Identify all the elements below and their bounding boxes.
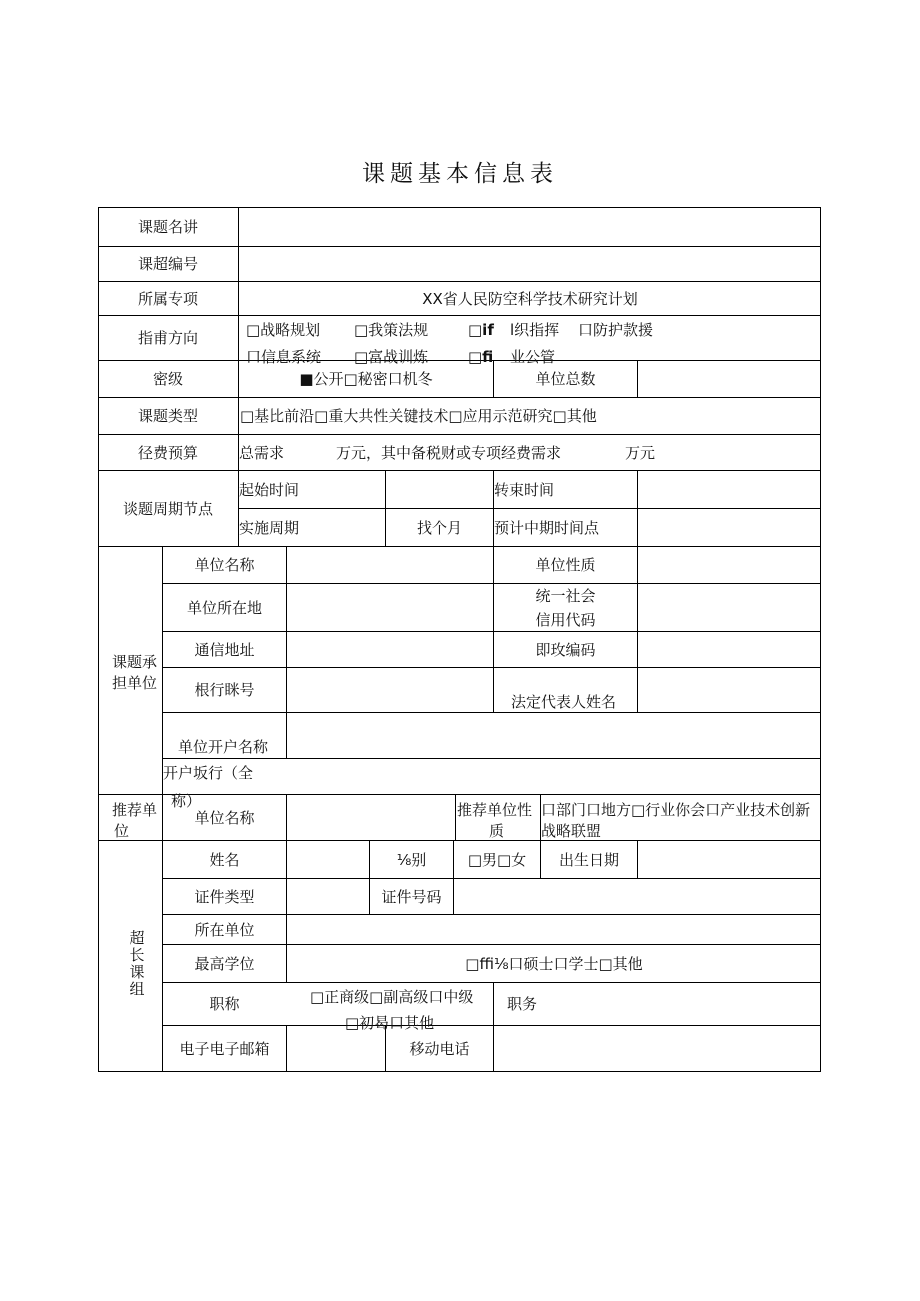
label-undertaking-unit-1: 课题承: [112, 653, 158, 671]
guide-option[interactable]: l织指挥: [510, 321, 560, 339]
label-postcode: 即玫编码: [535, 640, 596, 659]
label-email: 电子电子邮箱: [179, 1039, 270, 1058]
unit-name-field[interactable]: [287, 547, 493, 583]
label-unit-name: 单位名称: [194, 556, 255, 574]
label-topic-number: 课超编号: [137, 255, 198, 273]
label-leader-char: 长: [129, 946, 145, 964]
label-secret-level: 密级: [152, 370, 183, 388]
guide-option[interactable]: 口信息系统: [246, 348, 322, 366]
midterm-field[interactable]: [638, 509, 821, 546]
guide-option[interactable]: □富战训炼: [354, 348, 429, 366]
recommend-options-1[interactable]: 口部门口地方□行业你会口产业技术创新: [541, 801, 811, 819]
degree-options[interactable]: □ffi⅛口硕士口学士□其他: [465, 954, 643, 973]
gender-options[interactable]: □男□女: [467, 850, 527, 869]
label-bank-name: [163, 759, 286, 810]
label-gender: ⅛别: [396, 850, 427, 869]
position-field[interactable]: [560, 983, 821, 1025]
label-recommend-nature-1: 推荐单位性: [457, 801, 533, 819]
label-id-type: 证件类型: [194, 887, 255, 906]
unit-count-field[interactable]: [638, 361, 821, 397]
label-midterm: 预计中期时间点: [494, 519, 600, 537]
label-leader-group: [127, 930, 147, 998]
label-degree: 最高学位: [194, 954, 255, 973]
label-leader-unit: 所在单位: [194, 920, 255, 939]
label-legal-rep: 法定代表人姓名: [511, 693, 617, 711]
job-title-line1[interactable]: □正商级□副高级口中级: [310, 988, 474, 1006]
label-undertaking-unit-2: 担单位: [112, 674, 158, 692]
label-account-name: 单位开户名称: [178, 738, 269, 756]
unit-nature-field[interactable]: [638, 547, 821, 583]
label-recommend-1: 推荐单: [112, 801, 158, 819]
budget-unit: 万元: [625, 444, 656, 462]
label-recommend-unit-name: 单位名称: [194, 808, 255, 827]
bank-name-field[interactable]: [287, 759, 821, 794]
label-recommend-nature-2: 质: [489, 822, 505, 840]
bank-name-line1: 开户坂行（全: [163, 764, 254, 782]
label-leader-char: 超: [129, 929, 145, 947]
page-title: 课题基本信息表: [362, 161, 558, 187]
secret-options[interactable]: ■公开□秘密口机冬: [299, 370, 433, 388]
label-job-title: 职称: [209, 995, 240, 1013]
label-position: 职务: [507, 995, 538, 1013]
label-mobile: 移动电话: [409, 1039, 470, 1058]
label-start-time: 起始时间: [239, 481, 300, 499]
recommend-options-2[interactable]: 战略联盟: [541, 822, 602, 840]
col-divider: [455, 794, 456, 840]
label-end-time: 转束时间: [494, 481, 555, 499]
recommend-unit-name-field[interactable]: [287, 795, 455, 840]
birth-date-field[interactable]: [638, 841, 821, 878]
label-program: 所属专项: [137, 289, 198, 308]
credit-code-field[interactable]: [638, 584, 821, 631]
guide-option[interactable]: □战略规划: [246, 321, 321, 339]
leader-unit-field[interactable]: [287, 915, 821, 944]
guide-option[interactable]: □我策法规: [354, 321, 429, 339]
program-value: XX省人民防空科学技术研究计划: [422, 289, 638, 308]
label-bank-account: 根行眯号: [194, 681, 255, 699]
topic-type-options[interactable]: □基比前沿□重大共性关键技术□应用示范研究□其他: [240, 407, 597, 425]
label-birth-date: 出生日期: [558, 850, 619, 869]
label-topic-type: 课题类型: [137, 407, 198, 425]
guide-option[interactable]: 业公管: [510, 348, 556, 366]
label-budget: 径费预算: [137, 443, 198, 462]
topic-number-field[interactable]: [239, 247, 821, 281]
label-credit-code: [494, 584, 637, 631]
label-period: 谈题周期节点: [122, 499, 213, 518]
email-field[interactable]: [287, 1026, 385, 1071]
label-leader-char: 组: [129, 980, 145, 998]
leader-name-field[interactable]: [287, 841, 369, 878]
job-title-line2[interactable]: □初曷口其他: [345, 1014, 435, 1032]
account-name-field[interactable]: [287, 713, 821, 758]
budget-sub-label: 万元，其中备税财或专项经费需求: [336, 444, 562, 462]
unit-location-field[interactable]: [287, 584, 493, 631]
credit-code-line2: 信用代码: [535, 611, 596, 629]
start-time-field[interactable]: [386, 471, 493, 508]
address-field[interactable]: [287, 632, 493, 667]
id-number-field[interactable]: [454, 879, 821, 914]
credit-code-line1: 统一社会: [535, 587, 596, 605]
budget-total-label: 总需求: [239, 444, 285, 462]
label-recommend-2: 位: [114, 822, 130, 840]
label-address: 通信地址: [194, 640, 255, 659]
col-divider: [493, 982, 494, 1025]
bank-name-line2: 称）: [171, 792, 202, 810]
label-guide-direction: 指甫方向: [137, 329, 198, 347]
id-type-field[interactable]: [287, 879, 369, 914]
mobile-field[interactable]: [494, 1026, 821, 1071]
postcode-field[interactable]: [638, 632, 821, 667]
label-duration: 实施周期: [239, 519, 300, 537]
label-id-number: 证件号码: [381, 887, 442, 906]
job-title-options[interactable]: [287, 983, 493, 1032]
label-leader-char: 课: [129, 963, 145, 981]
label-unit-count: 单位总数: [535, 370, 596, 388]
label-topic-name: 课题名讲: [137, 217, 198, 236]
label-unit-nature: 单位性质: [535, 556, 596, 574]
guide-option[interactable]: □if: [468, 321, 494, 339]
label-leader-name: 姓名: [209, 850, 240, 869]
end-time-field[interactable]: [638, 471, 821, 508]
guide-options[interactable]: [240, 316, 820, 366]
duration-value: 找个月: [416, 518, 462, 537]
guide-option[interactable]: □fi: [468, 348, 494, 366]
legal-rep-field[interactable]: [638, 668, 821, 712]
guide-option[interactable]: 口防护款援: [578, 321, 654, 339]
bank-account-field[interactable]: [287, 668, 493, 712]
label-unit-location: 单位所在地: [186, 598, 262, 617]
topic-name-field[interactable]: [239, 207, 821, 246]
